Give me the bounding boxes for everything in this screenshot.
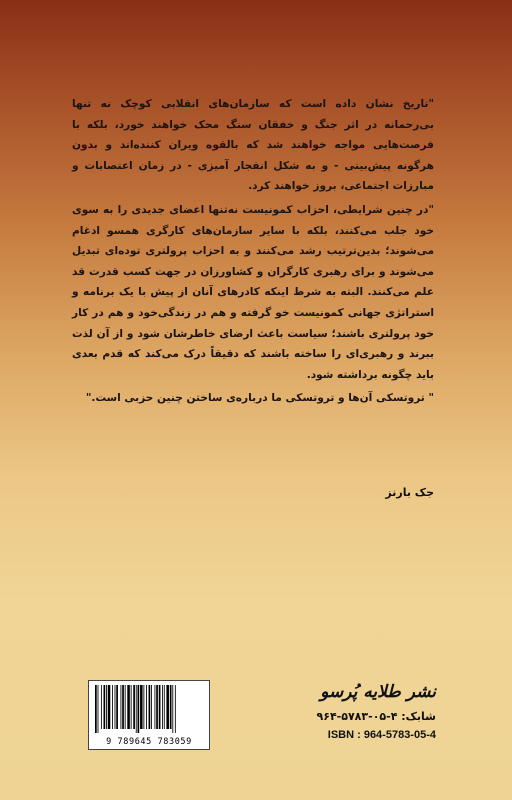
- barcode-bar: [164, 685, 165, 729]
- isbn-latin: ISBN : 964-5783-05-4: [327, 729, 436, 741]
- blurb-paragraph-3: " تروتسکی آن‌ها و تروتسکی ما درباره‌ی ساختن چنین حزبی است.": [85, 392, 434, 405]
- barcode-bar: [104, 685, 106, 729]
- blurb-text: [72, 94, 434, 409]
- barcode-digits: 9 789645 783059: [106, 737, 192, 747]
- barcode-bar: [140, 685, 143, 729]
- barcode-bar: [151, 685, 152, 729]
- barcode-bar: [115, 685, 116, 729]
- barcode-bar: [133, 685, 135, 729]
- barcode-bar: [108, 685, 111, 729]
- barcode-bar: [101, 685, 102, 729]
- barcode-bar: [143, 685, 144, 729]
- author-name: جک بارنز: [385, 486, 434, 499]
- barcode-bar: [172, 685, 173, 733]
- blurb-paragraph-1: "تاریخ نشان داده است که سازمان‌های انقلابی کوچک نه تنها بی‌رحمانه در اثر جنگ و خفقان سنگ محک خواهند خورد، بلکه با فرصت‌هایی مواجه خواهند شد که بالقوه ویران کننده‌اند و بدون هرگونه پیش‌بینی - و به شکل انفجار آمیزی - در زمان اعتصابات و مبارزات اجتماعی، بروز خواهند کرد.: [72, 98, 434, 193]
- barcode-bar: [159, 685, 161, 729]
- barcode-bar: [127, 685, 130, 729]
- barcode-bar: [170, 685, 172, 729]
- barcode-bar: [131, 685, 132, 729]
- barcode-bar: [98, 685, 99, 733]
- barcode-bar: [166, 685, 169, 729]
- barcode-bar: [149, 685, 151, 729]
- barcode-bar: [136, 685, 137, 733]
- barcode-bar: [175, 685, 176, 733]
- publisher-name: نشر طلایه پُرسو: [320, 682, 436, 702]
- barcode: [88, 680, 210, 750]
- barcode-bar: [121, 685, 122, 729]
- barcode-bar: [112, 685, 113, 729]
- barcode-bar: [138, 685, 140, 733]
- barcode-bar: [106, 685, 107, 729]
- barcode-bar: [122, 685, 124, 729]
- barcode-bar: [156, 685, 158, 729]
- barcode-bar: [125, 685, 126, 729]
- barcode-bar: [146, 685, 147, 729]
- barcode-bar: [95, 685, 97, 733]
- barcode-bar: [162, 685, 163, 729]
- blurb-paragraph-2: "در چنین شرایطی، احزاب کمونیست نه‌تنها اعضای جدیدی را به سوی خود جلب می‌کنند، بلکه با سایر سازمان‌های کارگری همسو ادغام می‌شوند؛ بدین‌ترتیب رشد می‌کنند و به احزاب پرولتری توده‌ای تبدیل می‌شوند و برای رهبری کارگران و کشاورزان در جهت کسب قدرت قد علم می‌کنند. البته به شرط اینکه کادرهای آنان از پیش با یک برنامه و استراتژی جهانی کمونیست خو گرفته و هم در زندگی‌خود و هم در کار خود پرولتری باشند؛ سیاست باعث ارضای خاطرشان شود و از آن لذت ببرند و رهبری‌ای را ساخته باشند که دقیقاً درک می‌کند که قدم بعدی باید چگونه برداشته شود.: [72, 203, 434, 381]
- barcode-bars: [93, 685, 205, 733]
- barcode-bar: [116, 685, 118, 729]
- barcode-bar: [155, 685, 156, 729]
- isbn-persian: شابک: ۴-۰۵-۵۷۸۳-۹۶۴: [316, 710, 436, 723]
